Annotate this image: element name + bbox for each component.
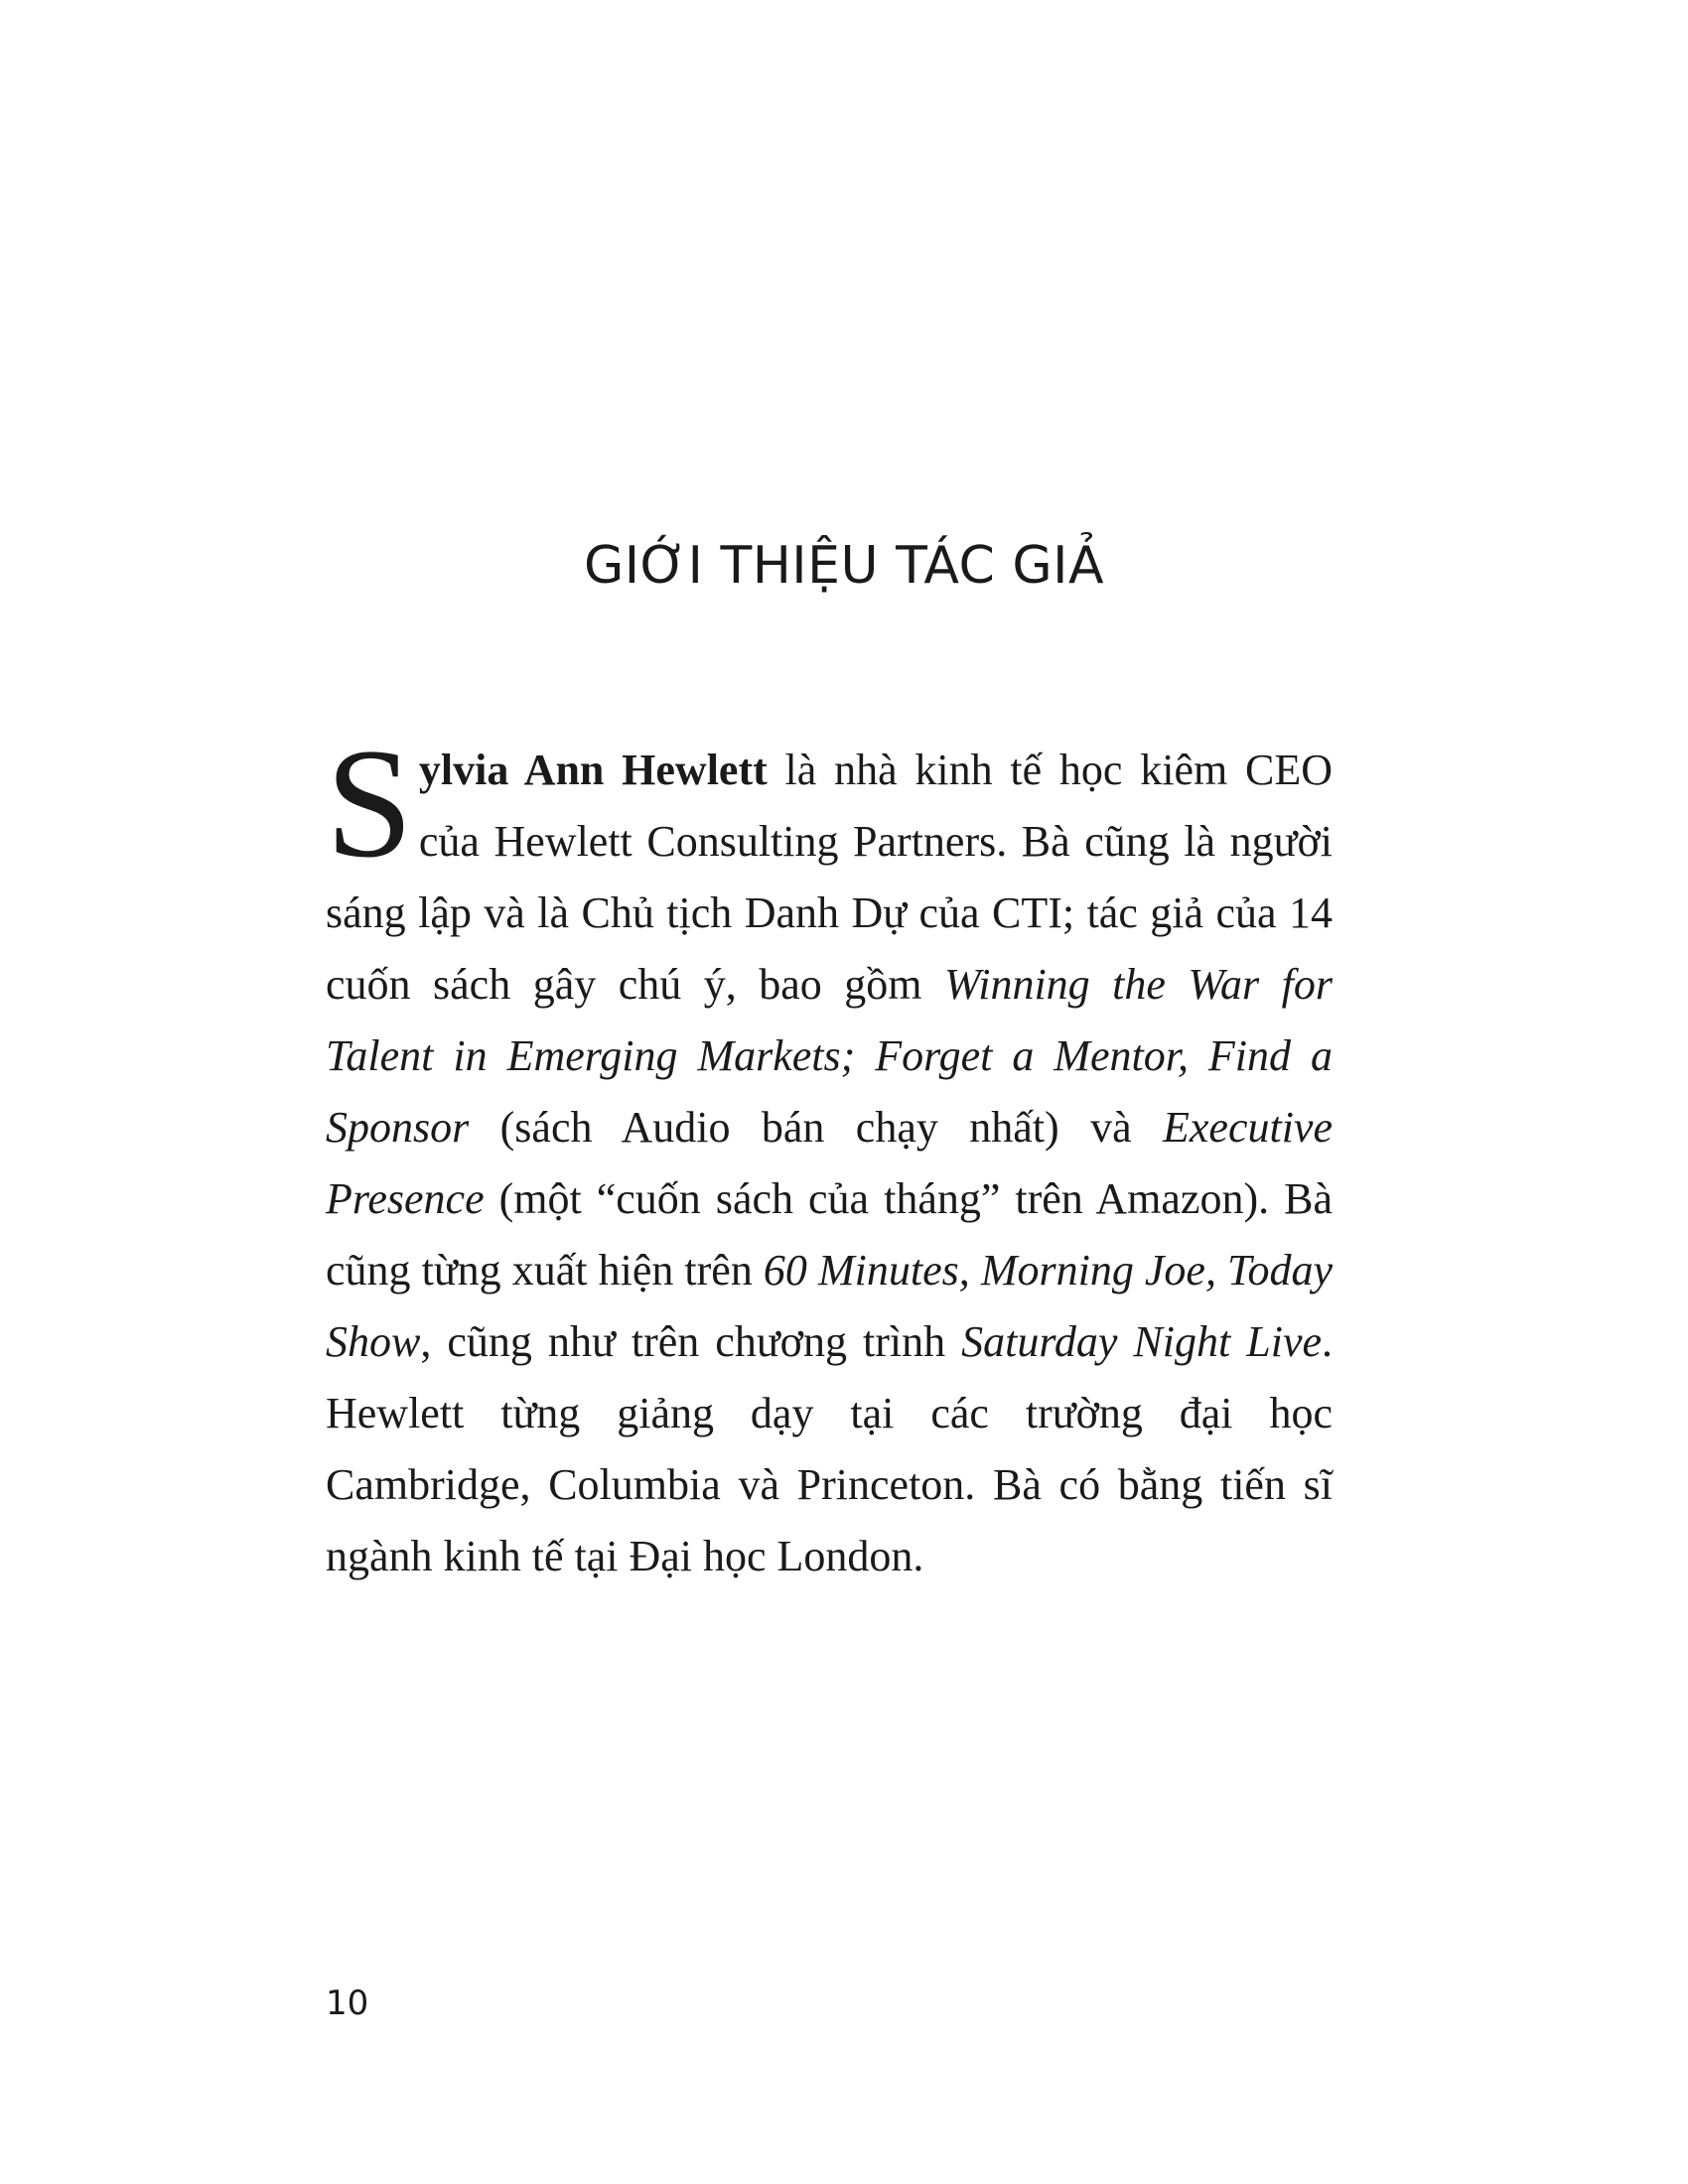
bio-text-2: (sách Audio bán chạy nhất) và xyxy=(469,1103,1164,1152)
bio-text-5: . Hewlett từng giảng dạy tại các trường đại học Cambridge, Columbia và Princeton. Bà có bằng tiến sĩ ngành kinh tế tại Đại học London. xyxy=(326,1317,1333,1580)
bio-text-1: là nhà kinh tế học kiêm CEO của Hewlett Consulting Partners. Bà cũng là người sáng lập và là Chủ tịch Danh Dự của CTI; tác giả của 14 cuốn sách gây chú ý, bao gồm xyxy=(326,746,1333,1009)
bio-text-4: , cũng như trên chương trình xyxy=(420,1317,962,1366)
page-number: 10 xyxy=(326,1983,369,2023)
bio-text-3: (một “cuốn sách của tháng” trên Amazon). Bà cũng từng xuất hiện trên xyxy=(326,1174,1333,1295)
tv-show-titles: 60 Minutes, Morning Joe, Today Show xyxy=(326,1246,1333,1366)
author-bio-paragraph xyxy=(326,717,1333,1592)
tv-show-snl: Saturday Night Live xyxy=(961,1317,1322,1366)
page-title: GIỚI THIỆU TÁC GIẢ xyxy=(583,536,1105,596)
drop-cap-letter: S xyxy=(326,717,413,890)
book-title-executive-presence: Executive Presence xyxy=(326,1103,1333,1223)
author-name: ylvia Ann Hewlett xyxy=(418,746,768,794)
book-titles-1: Winning the War for Talent in Emerging Markets; Forget a Mentor, Find a Sponsor xyxy=(326,960,1333,1152)
